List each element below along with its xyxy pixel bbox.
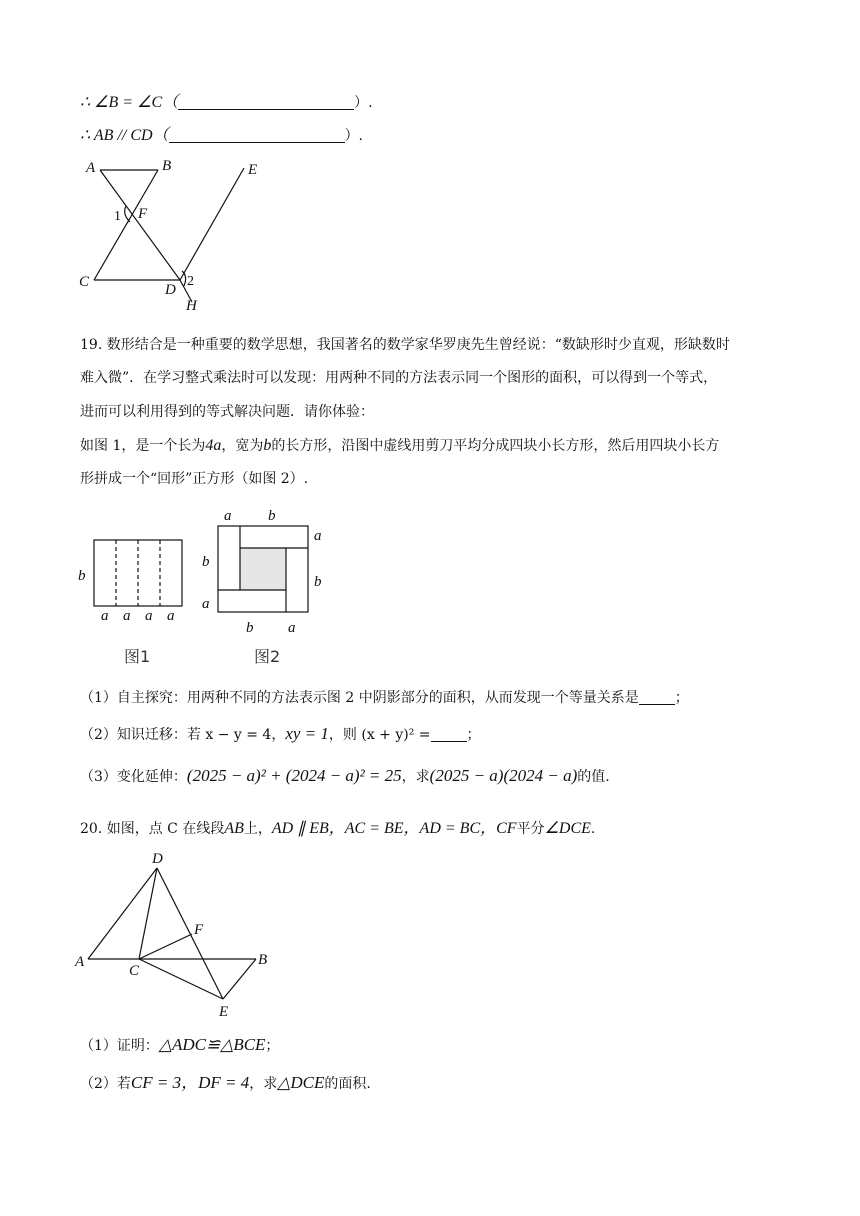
- label-c: C: [129, 963, 140, 979]
- q18-line1-text: ∴ ∠B = ∠C（: [80, 94, 179, 111]
- q19-figure-2: [198, 504, 333, 668]
- segment-ad: [88, 868, 157, 959]
- q20-subquestion-2: [80, 1068, 371, 1093]
- q19-subquestion-1: [80, 687, 689, 707]
- figure-1-caption: 图1: [124, 647, 151, 666]
- label-a: a: [202, 596, 210, 612]
- q20-sub2-end: 的面积.: [324, 1076, 371, 1092]
- label-angle-1: 1: [114, 209, 121, 224]
- q19-subquestion-2: [80, 724, 481, 744]
- label-a: a: [123, 608, 131, 624]
- q19-math-b: b: [263, 437, 272, 454]
- segment-de: [157, 868, 223, 999]
- q19-math-4a: 4a: [205, 437, 222, 454]
- q19-sub3-expression: (2025 − a)(2024 − a): [429, 766, 578, 785]
- answer-blank[interactable]: [169, 128, 345, 143]
- q18-conclusion-line-1: [80, 89, 373, 112]
- label-a: A: [86, 160, 96, 176]
- q19-stem-line-3: 进而可以利用得到的等式解决问题．请你体验：: [80, 404, 374, 420]
- answer-blank[interactable]: [178, 95, 354, 110]
- figure-2-caption: 图2: [254, 647, 281, 666]
- q19-sub3-equation: (2025 − a)² + (2024 − a)² = 25: [186, 766, 402, 785]
- q19-text: ，宽为: [221, 438, 264, 454]
- q20-sub2-text: ，求: [249, 1076, 278, 1092]
- label-b: b: [268, 508, 276, 524]
- label-angle-2: 2: [187, 274, 194, 289]
- q18-line2-text: ∴ AB // CD（: [80, 127, 169, 144]
- label-e: E: [219, 1004, 229, 1020]
- label-f: F: [138, 206, 148, 222]
- label-a: a: [314, 528, 322, 544]
- line-ed: [180, 168, 244, 280]
- label-b: B: [258, 952, 268, 968]
- q19-stem-line-5: 形拼成一个“回形”正方形（如图 2）.: [80, 471, 309, 487]
- label-d: D: [165, 282, 176, 298]
- answer-blank[interactable]: [431, 727, 467, 742]
- shaded-square: [240, 548, 286, 590]
- label-a: a: [224, 508, 232, 524]
- q20-math: AD ∥ EB，AC = BE，AD = BC，CF: [271, 820, 517, 837]
- q19-sub2-math: xy = 1: [285, 724, 329, 743]
- label-e: E: [248, 162, 258, 178]
- q20-text: 平分: [516, 821, 545, 837]
- label-a: A: [75, 954, 85, 970]
- q19-sub2-text: ，则 (x + y)² =: [328, 727, 431, 743]
- q19-sub3-end: 的值.: [577, 769, 610, 785]
- q19-text: 如图 1，是一个长为: [80, 438, 206, 454]
- q19-stem-line-1: 19. 数形结合是一种重要的数学思想，我国著名的数学家华罗庚先生曾经说：“数缺形时少直观，形缺数时: [80, 337, 730, 353]
- q20-text: 上，: [243, 821, 272, 837]
- q19-stem-line-2: 难入微”．在学习整式乘法时可以发现：用两种不同的方法表示同一个图形的面积，可以得到一个等式，: [80, 370, 718, 386]
- label-b: b: [78, 568, 86, 584]
- label-b: b: [246, 620, 254, 636]
- q19-figure-1: [72, 528, 197, 668]
- label-c: C: [79, 274, 90, 290]
- segment-ce: [139, 959, 223, 999]
- q19-subquestion-3: [80, 766, 610, 786]
- segment-ad: [100, 170, 180, 280]
- q18-parallel-lines-figure: [70, 150, 270, 315]
- q18-conclusion-line-2: [80, 122, 363, 145]
- q19-sub2-text: （2）知识迁移：若 x − y = 4，: [80, 727, 286, 743]
- segment-bc: [94, 170, 158, 280]
- label-b: B: [162, 158, 172, 174]
- q20-stem: [80, 815, 595, 838]
- label-h: H: [186, 298, 197, 314]
- label-b: b: [202, 554, 210, 570]
- q20-subquestion-1: [80, 1035, 279, 1055]
- q19-sub1-end: ；: [674, 690, 689, 706]
- q20-text: .: [590, 821, 596, 837]
- q20-triangle-figure: [70, 848, 280, 1023]
- q20-sub1-end: ；: [265, 1038, 280, 1054]
- label-d: D: [152, 851, 163, 867]
- q20-sub2-text: （2）若: [80, 1076, 131, 1092]
- label-a: a: [101, 608, 109, 624]
- segment-be: [223, 959, 256, 999]
- label-f: F: [194, 922, 204, 938]
- segment-cd: [139, 868, 157, 959]
- q20-sub2-math: △DCE: [277, 1073, 325, 1092]
- q20-sub2-math: CF = 3，DF = 4: [130, 1073, 250, 1092]
- q18-line1-end: ）.: [354, 95, 373, 111]
- q19-stem-line-4: [80, 438, 780, 454]
- q19-sub3-text: （3）变化延伸：: [80, 769, 187, 785]
- label-a: a: [288, 620, 296, 636]
- answer-blank[interactable]: [639, 690, 675, 705]
- segment-cf: [139, 934, 192, 959]
- q20-text: 20. 如图，点 C 在线段: [80, 821, 225, 837]
- label-b: b: [314, 574, 322, 590]
- q18-line2-end: ）.: [344, 128, 364, 144]
- label-a: a: [167, 608, 175, 624]
- q20-math: AB: [224, 820, 244, 837]
- q19-sub2-end: ；: [466, 727, 481, 743]
- label-a: a: [145, 608, 153, 624]
- q19-text: 的长方形，沿图中虚线用剪刀平均分成四块小长方形，然后用四块小长方: [271, 438, 720, 454]
- q20-math: ∠DCE: [544, 820, 591, 837]
- q19-sub1-text: （1）自主探究：用两种不同的方法表示图 2 中阴影部分的面积，从而发现一个等量关系是: [80, 690, 639, 706]
- q19-sub3-text: ，求: [401, 769, 430, 785]
- q20-sub1-text: （1）证明：: [80, 1038, 159, 1054]
- q20-sub1-math: △ADC≌△BCE: [158, 1035, 266, 1054]
